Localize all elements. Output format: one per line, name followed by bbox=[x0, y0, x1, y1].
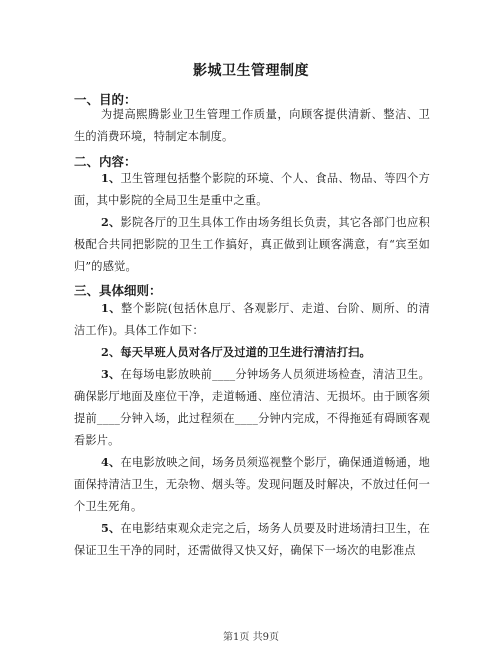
item-text: 影院各厅的卫生具体工作由场务组长负责，其它各部门也应积极配合共同把影院的卫生工作搞好，真正做到让顾客满意，有“宾至如归”的感觉。 bbox=[74, 216, 430, 273]
detail-item-4 bbox=[74, 451, 430, 518]
section-heading-details: 三、具体细则： bbox=[74, 283, 162, 298]
detail-item-2 bbox=[74, 341, 430, 363]
detail-item-5 bbox=[74, 517, 430, 562]
item-number: 3、 bbox=[101, 367, 121, 381]
page-footer: 第1页 共9页 bbox=[223, 632, 279, 643]
item-number: 5、 bbox=[101, 521, 121, 535]
detail-item-3 bbox=[74, 363, 430, 452]
item-text: 在电影放映之间，场务员须巡视整个影厅，确保通道畅通，地面保持清洁卫生，无杂物、烟头等。发现问题及时解决，不放过任何一个卫生死角。 bbox=[74, 456, 430, 513]
section-heading-purpose: 一、目的： bbox=[74, 92, 137, 107]
item-number: 2、 bbox=[101, 215, 121, 229]
content-item-1 bbox=[74, 167, 430, 212]
item-number: 4、 bbox=[101, 455, 121, 469]
content-item-2 bbox=[74, 211, 430, 278]
item-text: 整个影院(包括休息厅、各观影厅、走道、台阶、厕所、的清洁工作)。具体工作如下： bbox=[74, 302, 430, 337]
item-number: 2、 bbox=[101, 345, 121, 359]
detail-item-1 bbox=[74, 297, 430, 342]
item-text: 每天早班人员对各厅及过道的卫生进行清洁打扫。 bbox=[120, 345, 371, 359]
item-text: 在每场电影放映前____分钟场务人员须进场检查，清洁卫生。确保影厅地面及座位干净，走道畅通、座位清洁、无损坏。由于顾客须提前____分钟入场，此过程须在____分钟内完成，不得拖延有碍顾客观看影片。 bbox=[74, 368, 430, 447]
purpose-paragraph: 为提高熙腾影业卫生管理工作质量，向顾客提供清新、整洁、卫生的消费环境，特制定本制度。 bbox=[74, 108, 430, 143]
document-title: 影城卫生管理制度 bbox=[193, 63, 309, 79]
section-heading-content: 二、内容： bbox=[74, 154, 137, 169]
item-number: 1、 bbox=[101, 301, 122, 315]
item-text: 在电影结束观众走完之后，场务人员要及时进场清扫卫生，在保证卫生干净的同时，还需做得又快又好，确保下一场次的电影准点 bbox=[74, 522, 430, 557]
item-text: 卫生管理包括整个影院的环境、个人、食品、物品、等四个方面，其中影院的全局卫生是重中之重。 bbox=[74, 172, 430, 207]
item-number: 1、 bbox=[101, 171, 121, 185]
